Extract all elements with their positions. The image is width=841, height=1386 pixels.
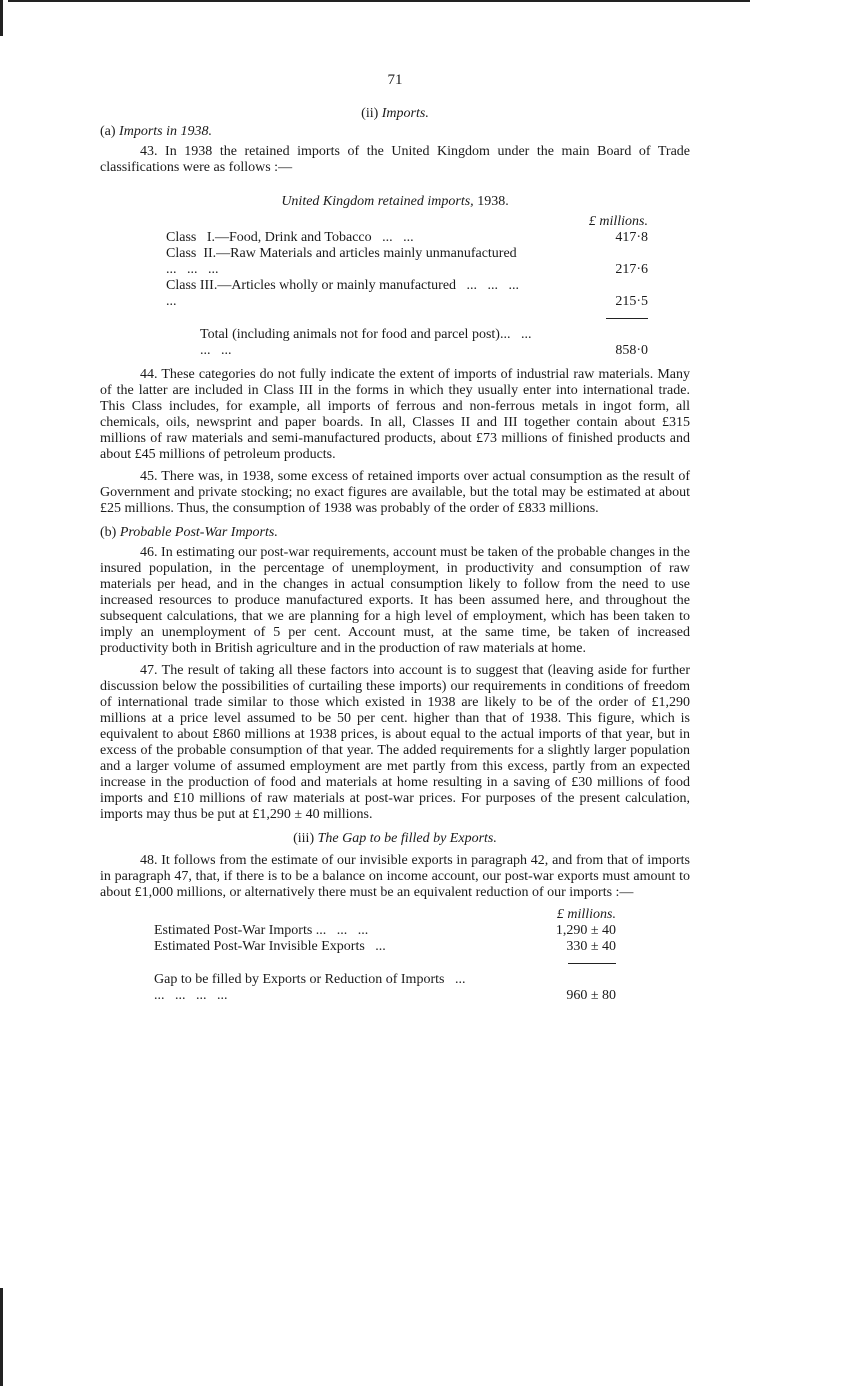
subsection-title: Probable Post-War Imports. (119, 525, 278, 540)
scan-edge-top (8, 0, 750, 2)
table2-unit-row (154, 907, 616, 923)
subsection-heading-a (100, 124, 690, 140)
scan-edge-left-top (0, 0, 3, 36)
table-row (154, 923, 616, 939)
page-number: 71 (387, 72, 403, 88)
table2-total-row (154, 972, 616, 1004)
paragraph-43: 43. In 1938 the retained imports of the United Kingdom under the main Board of Trade classifications were as follows :— (100, 144, 690, 175)
table-gap (154, 907, 616, 1004)
table2-row-label: Estimated Post-War Invisible Exports ... (154, 939, 386, 954)
subsection-prefix: (b) (100, 525, 120, 540)
table-row (154, 939, 616, 955)
section-heading-title: The Gap to be filled by Exports. (317, 831, 497, 846)
subsection-prefix: (a) (100, 124, 120, 139)
table-retained-imports (166, 214, 648, 359)
section-heading-prefix: (iii) (293, 831, 318, 846)
subsection-heading-b (100, 525, 690, 541)
document-page (100, 72, 690, 1004)
paragraph-47: 47. The result of taking all these factors into account is to suggest that (leaving aside for further discussion below the possibilities of curtailing these imports) our requirements in conditions of freedom of international trade similar to those which existed in 1938 are likely to be of the order of £1,290 millions at a price level assumed to be 50 per cent. higher than that of 1938. This figure, which is equivalent to about £860 millions at 1938 prices, is about equal to the actual imports of that year, but in excess of the probable consumption of that year. The added requirements for a slightly larger population and a larger volume of assumed employment are met partly from this excess, partly from an expected increase in the production of food and materials at home resulting in a saving of £30 millions of food imports and £10 millions of raw materials at post-war prices. For purposes of the present calculation, imports may thus be put at £1,290 ± 40 millions. (100, 663, 690, 822)
section-heading-title: Imports. (381, 106, 429, 121)
scan-edge-left-bottom (0, 1288, 3, 1386)
table2-row-label: Estimated Post-War Imports ... ... ... (154, 923, 369, 938)
paragraph-45: 45. There was, in 1938, some excess of retained imports over actual consumption as the result of Government and private stocking; no exact figures are available, but the total may be estimated at about £25 millions. Thus, the consumption of 1938 was probably of the order of £833 millions. (100, 469, 690, 516)
table2-rule-row (154, 955, 616, 972)
table2-unit: £ millions. (556, 907, 616, 922)
paragraph-46: 46. In estimating our post-war requirements, account must be taken of the probable changes in the insured population, in the percentage of unemployment, in productivity and consumption of raw materials per head, and in the changes in actual consumption likely to follow from the need to use increased resources to produce manufactured exports. It has been assumed here, and throughout the subsequent calculations, that we are planning for a high level of employment, which has been taken to imply an unemployment of 5 per cent. Account must, at the same time, be taken of increased productivity both in British agriculture and in the production of raw materials at home. (100, 545, 690, 656)
section-heading-imports (100, 106, 690, 122)
table1-row-label: Class III.—Articles wholly or mainly manufactured ... ... ... ... (166, 278, 530, 309)
table1-unit-row (166, 214, 648, 230)
table1-total-value: 858·0 (615, 343, 648, 358)
paragraph-48: 48. It follows from the estimate of our invisible exports in paragraph 42, and from that of imports in paragraph 47, that, if there is to be a balance on income account, our post-war exports must amount to about £1,000 millions, or alternatively there must be an equivalent reduction of our imports :— (100, 853, 690, 900)
table1-row-value: 417·8 (615, 230, 648, 245)
table-row (166, 230, 648, 246)
subsection-title: Imports in 1938. (119, 124, 212, 139)
table1-row-label: Class I.—Food, Drink and Tobacco ... ... (166, 230, 414, 245)
section-heading-gap (100, 831, 690, 847)
table-row (166, 278, 648, 310)
table2-total-label: Gap to be filled by Exports or Reduction of Imports ... ... ... ... ... (154, 972, 476, 1003)
total-rule (568, 963, 616, 964)
table1-total-label: Total (including animals not for food and parcel post)... ... ... ... (200, 327, 542, 358)
table1-row-value: 215·5 (615, 294, 648, 309)
table1-caption-text: United Kingdom retained imports, (281, 194, 474, 209)
table1-row-label: Class II.—Raw Materials and articles mainly unmanufactured ... ... ... (166, 246, 528, 277)
table2-row-value: 330 ± 40 (566, 939, 616, 954)
table1-row-value: 217·6 (615, 262, 648, 277)
table2-row-value: 1,290 ± 40 (555, 923, 616, 938)
table1-rule-row (166, 310, 648, 327)
table1-caption-year: 1938. (477, 194, 509, 209)
table1-unit: £ millions. (588, 214, 648, 229)
paragraph-44: 44. These categories do not fully indicate the extent of imports of industrial raw materials. Many of the latter are included in Class III in the forms in which they usually enter into international trade. This Class includes, for example, all imports of ferrous and non-ferrous metals in ingot form, all chemicals, oils, newsprint and paper boards. In all, Classes II and III together contain about £315 millions of raw materials and semi-manufactured products, about £73 millions of finished products and about £45 millions of petroleum products. (100, 367, 690, 462)
section-heading-prefix: (ii) (361, 106, 382, 121)
table1-caption (100, 194, 690, 210)
total-rule (606, 318, 648, 319)
table-row (166, 246, 648, 278)
table2-total-value: 960 ± 80 (566, 988, 616, 1003)
table1-total-row (166, 327, 648, 359)
